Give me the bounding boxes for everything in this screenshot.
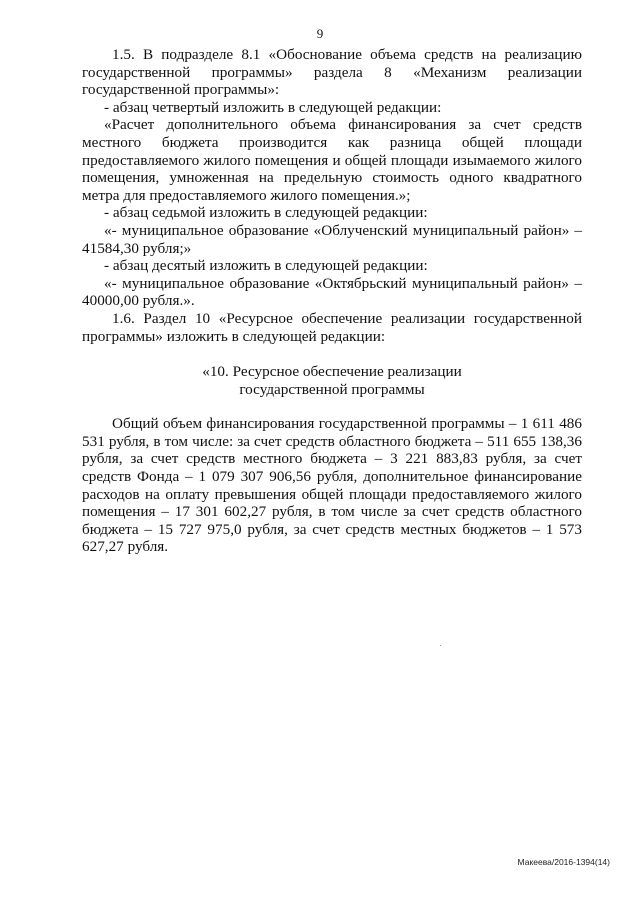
section-title (82, 363, 582, 398)
footer-code: Макеева/2016-1394(14) (517, 857, 610, 867)
paragraph-abzac-10-intro: - абзац десятый изложить в следующей редакции: (104, 257, 428, 275)
section-title-line-1: «10. Ресурсное обеспечение реализации (202, 363, 462, 381)
section-body: Общий объем финансирования государственной программы – 1 611 486 531 рубля, в том числе: за счет средств областного бюджета – 511 655 138,36 рубля, за счет средств местного бюджета – 3 221 883,83 рубля, за счет средств Фонда – 1 079 307 906,56 рубля, дополнительное финансирование расходов на оплату превышения общей площади предоставляемого жилого помещения – 17 301 602,27 рубля, в том числе за счет средств областного бюджета – 15 727 975,0 рубля, за счет средств местных бюджетов – 1 573 627,27 рубля. (82, 415, 582, 556)
page-number: 9 (316, 26, 324, 41)
scan-speck (440, 645, 441, 646)
paragraph-abzac-4-intro: - абзац четвертый изложить в следующей редакции: (104, 98, 442, 116)
paragraph-abzac-4-text: «Расчет дополнительного объема финансирования за счет средств местного бюджета производится как разница общей площади предоставляемого жилого помещения и общей площади изымаемого жилого помещения, умноженная на предельную стоимость одного квадратного метра для предоставляемого жилого помещения.»; (82, 116, 582, 204)
paragraph-1-5: 1.5. В подразделе 8.1 «Обоснование объема средств на реализацию государственной программы» раздела 8 «Механизм реализации государственной программы»: (82, 46, 582, 99)
paragraph-1-6: 1.6. Раздел 10 «Ресурсное обеспечение реализации государственной программы» изложить в следующей редакции: (82, 309, 582, 345)
paragraph-abzac-7-text: «- муниципальное образование «Облученский муниципальный район» – 41584,30 рубля;» (82, 221, 582, 257)
paragraph-abzac-7-intro: - абзац седьмой изложить в следующей редакции: (104, 204, 428, 222)
paragraph-abzac-10-text: «- муниципальное образование «Октябрьский муниципальный район» – 40000,00 рубля.». (82, 274, 582, 310)
document-body (82, 46, 582, 556)
section-title-line-2: государственной программы (239, 380, 425, 398)
